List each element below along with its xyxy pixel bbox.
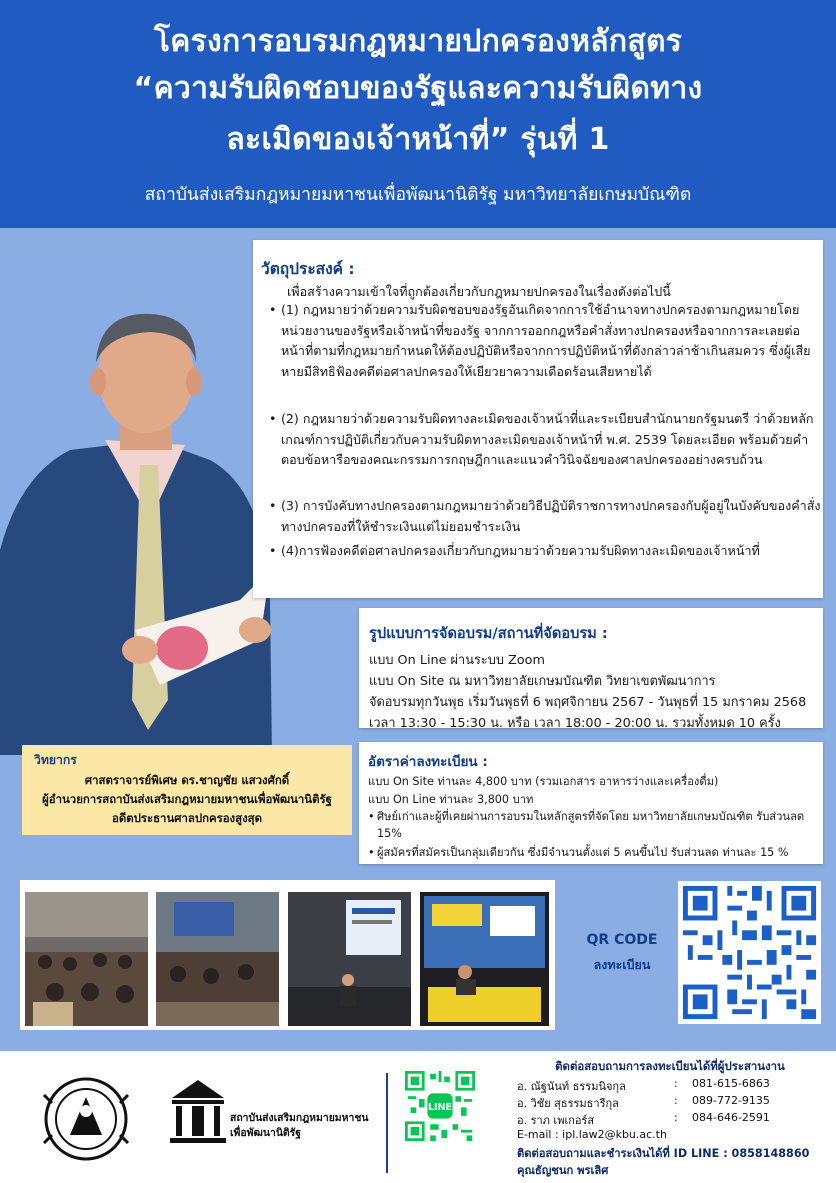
- contact-title: ติดต่อสอบถามการลงทะเบียนได้ที่ผู้ประสานงาน: [555, 1059, 785, 1073]
- separator: :: [674, 1094, 678, 1107]
- format-title: รูปแบบการจัดอบรม/สถานที่จัดอบรม :: [369, 625, 608, 642]
- title-line-3: ละเมิดของเจ้าหน้าที่” รุ่นที่ 1: [226, 122, 610, 157]
- separator: :: [674, 1111, 678, 1124]
- university-seal-logo: [40, 1073, 132, 1165]
- format-line: เวลา 13:30 - 15:30 น. หรือ เวลา 18:00 - 20:00 น. รวมทั้งหมด 10 ครั้ง: [369, 716, 781, 731]
- objective-item: [269, 541, 821, 562]
- lecturer-box: [22, 745, 352, 835]
- training-photo: [420, 892, 549, 1026]
- contact-phone: 089-772-9135: [692, 1094, 770, 1107]
- svg-text:LINE: LINE: [427, 1102, 453, 1114]
- contact-phone: 084-646-2591: [692, 1111, 770, 1124]
- contact-email: E-mail : ipl.law2@kbu.ac.th: [517, 1128, 667, 1141]
- objectives-card: [253, 240, 823, 598]
- objective-text: (3) การบังคับทางปกครองตามกฎหมายว่าด้วยวิธีปฏิบัติราชการทางปกครองกับผู้อยู่ในบังคับของคำสั่งทางปกครองที่ให้ชำระเงินแต่ไม่ยอมชำระเงิน: [281, 498, 821, 534]
- discount-item: [368, 808, 817, 842]
- subtitle: สถาบันส่งเสริมกฎหมายมหาชนเพื่อพัฒนานิติรัฐ มหาวิทยาลัยเกษมบัณฑิต: [144, 185, 692, 205]
- footer: [0, 1051, 836, 1183]
- bullet-icon: •: [269, 411, 277, 426]
- lecturer-position: ผู้อำนวยการสถาบันส่งเสริมกฎหมายมหาชนเพื่อพัฒนานิติรัฐ: [42, 792, 332, 806]
- format-line: แบบ On Line ผ่านระบบ Zoom: [369, 653, 545, 668]
- objective-item: [269, 300, 821, 382]
- qr-label: QR CODE: [586, 932, 658, 948]
- lecturer-name: ศาสตราจารย์พิเศษ ดร.ชาญชัย แสวงศักดิ์: [84, 773, 290, 787]
- contact-name: อ. ราภ เพเกอร์ส: [517, 1114, 595, 1127]
- institute-logo: [168, 1076, 228, 1146]
- photo-gallery: [20, 880, 555, 1030]
- training-photo: [288, 892, 411, 1026]
- fees-title: อัตราค่าลงทะเบียน :: [368, 754, 488, 770]
- format-line: แบบ On Site ณ มหาวิทยาลัยเกษมบัณฑิต วิทยาเขตพัฒนาการ: [369, 674, 716, 689]
- bullet-icon: •: [269, 543, 277, 558]
- line-id: ติดต่อสอบถามและชำระเงินได้ที่ ID LINE : 0858148860: [517, 1147, 810, 1160]
- lecturer-position: อดีตประธานศาลปกครองสูงสุด: [112, 811, 262, 825]
- header-banner: [0, 0, 836, 228]
- registration-qr-code[interactable]: [678, 881, 821, 1024]
- contact-person: คุณธัญชนก พรเลิศ: [517, 1164, 609, 1177]
- qr-sublabel: ลงทะเบียน: [593, 957, 651, 972]
- lecturer-label: วิทยากร: [34, 753, 77, 767]
- fee-line: แบบ On Site ท่านละ 4,800 บาท (รวมเอกสาร อาหารว่างและเครื่องดื่ม): [368, 775, 719, 788]
- training-photo: [156, 892, 279, 1026]
- title-line-1: โครงการอบรมกฎหมายปกครองหลักสูตร: [153, 24, 683, 59]
- format-line: จัดอบรมทุกวันพุธ เริ่มวันพุธที่ 6 พฤศจิกายน 2567 - วันพุธที่ 15 มกราคม 2568: [369, 695, 807, 710]
- objective-item: [269, 409, 821, 471]
- bullet-icon: •: [368, 810, 375, 823]
- format-card: [359, 608, 823, 731]
- fees-card: [359, 742, 823, 864]
- objective-item: [269, 496, 821, 537]
- separator: :: [674, 1077, 678, 1090]
- contact-name: อ. วิชัย สุธรรมธารีกุล: [517, 1097, 619, 1110]
- line-qr-code[interactable]: [405, 1071, 475, 1141]
- bullet-icon: •: [269, 302, 277, 317]
- contact-phone: 081-615-6863: [692, 1077, 770, 1090]
- training-photo: [25, 892, 148, 1026]
- bullet-icon: •: [269, 498, 277, 513]
- institute-name: เพื่อพัฒนานิติรัฐ: [230, 1127, 301, 1139]
- title-line-2: “ความรับผิดชอบของรัฐและความรับผิดทาง: [133, 71, 703, 106]
- objective-text: (2) กฎหมายว่าด้วยความรับผิดทางละเมิดของเจ้าหน้าที่และระเบียบสำนักนายกรัฐมนตรี ว่าด้วยหลักเกณฑ์การปฏิบัติเกี่ยวกับความรับผิดทางละเมิดของเจ้าหน้าที่ พ.ศ. 2539 โดยละเอียด พร้อมด้วยคำตอบข้อหารือของคณะกรรมการกฤษฎีกาและแนวคำวินิจฉัยของศาลปกครองอย่างครบถ้วน: [281, 411, 814, 467]
- divider: [386, 1073, 388, 1173]
- institute-name: สถาบันส่งเสริมกฎหมายมหาชน: [230, 1112, 369, 1124]
- discount-text: ศิษย์เก่าและผู้ที่เคยผ่านการอบรมในหลักสูตรที่จัดโดย มหาวิทยาลัยเกษมบัณฑิต รับส่วนลด 15%: [377, 810, 805, 840]
- contact-name: อ. ณัฐนันท์ ธรรมนิจกุล: [517, 1080, 626, 1093]
- objectives-intro: เพื่อสร้างความเข้าใจที่ถูกต้องเกี่ยวกับกฎหมายปกครองในเรื่องดังต่อไปนี้: [287, 284, 671, 299]
- bullet-icon: •: [368, 846, 375, 859]
- objective-text: (1) กฎหมายว่าด้วยความรับผิดชอบของรัฐอันเกิดจากการใช้อำนาจทางปกครองตามกฎหมายโดยหน่วยงานของรัฐหรือเจ้าหน้าที่ของรัฐ จากการออกกฎหรือคำสั่งทางปกครองหรือจากการละเลยต่อหน้าที่ตามที่กฎหมายกำหนดให้ต้องปฏิบัติหรือจากการปฏิบัติหน้าที่ดังกล่าวล่าช้าเกินสมควร ซึ่งผู้เสียหายมีสิทธิฟ้องคดีต่อศาลปกครองให้เยียวยาความเดือดร้อนเสียหายได้: [281, 302, 811, 379]
- discount-text: ผู้สมัครที่สมัครเป็นกลุ่มเดียวกัน ซึ่งมีจำนวนตั้งแต่ 5 คนขึ้นไป รับส่วนลด ท่านละ 15 %: [377, 846, 789, 859]
- objective-text: (4)การฟ้องคดีต่อศาลปกครองเกี่ยวกับกฎหมายว่าด้วยความรับผิดทางละเมิดของเจ้าหน้าที่: [281, 543, 760, 558]
- fee-line: แบบ On Line ท่านละ 3,800 บาท: [368, 793, 534, 806]
- objectives-title: วัตถุประสงค์ :: [261, 260, 355, 278]
- discount-item: [368, 844, 817, 861]
